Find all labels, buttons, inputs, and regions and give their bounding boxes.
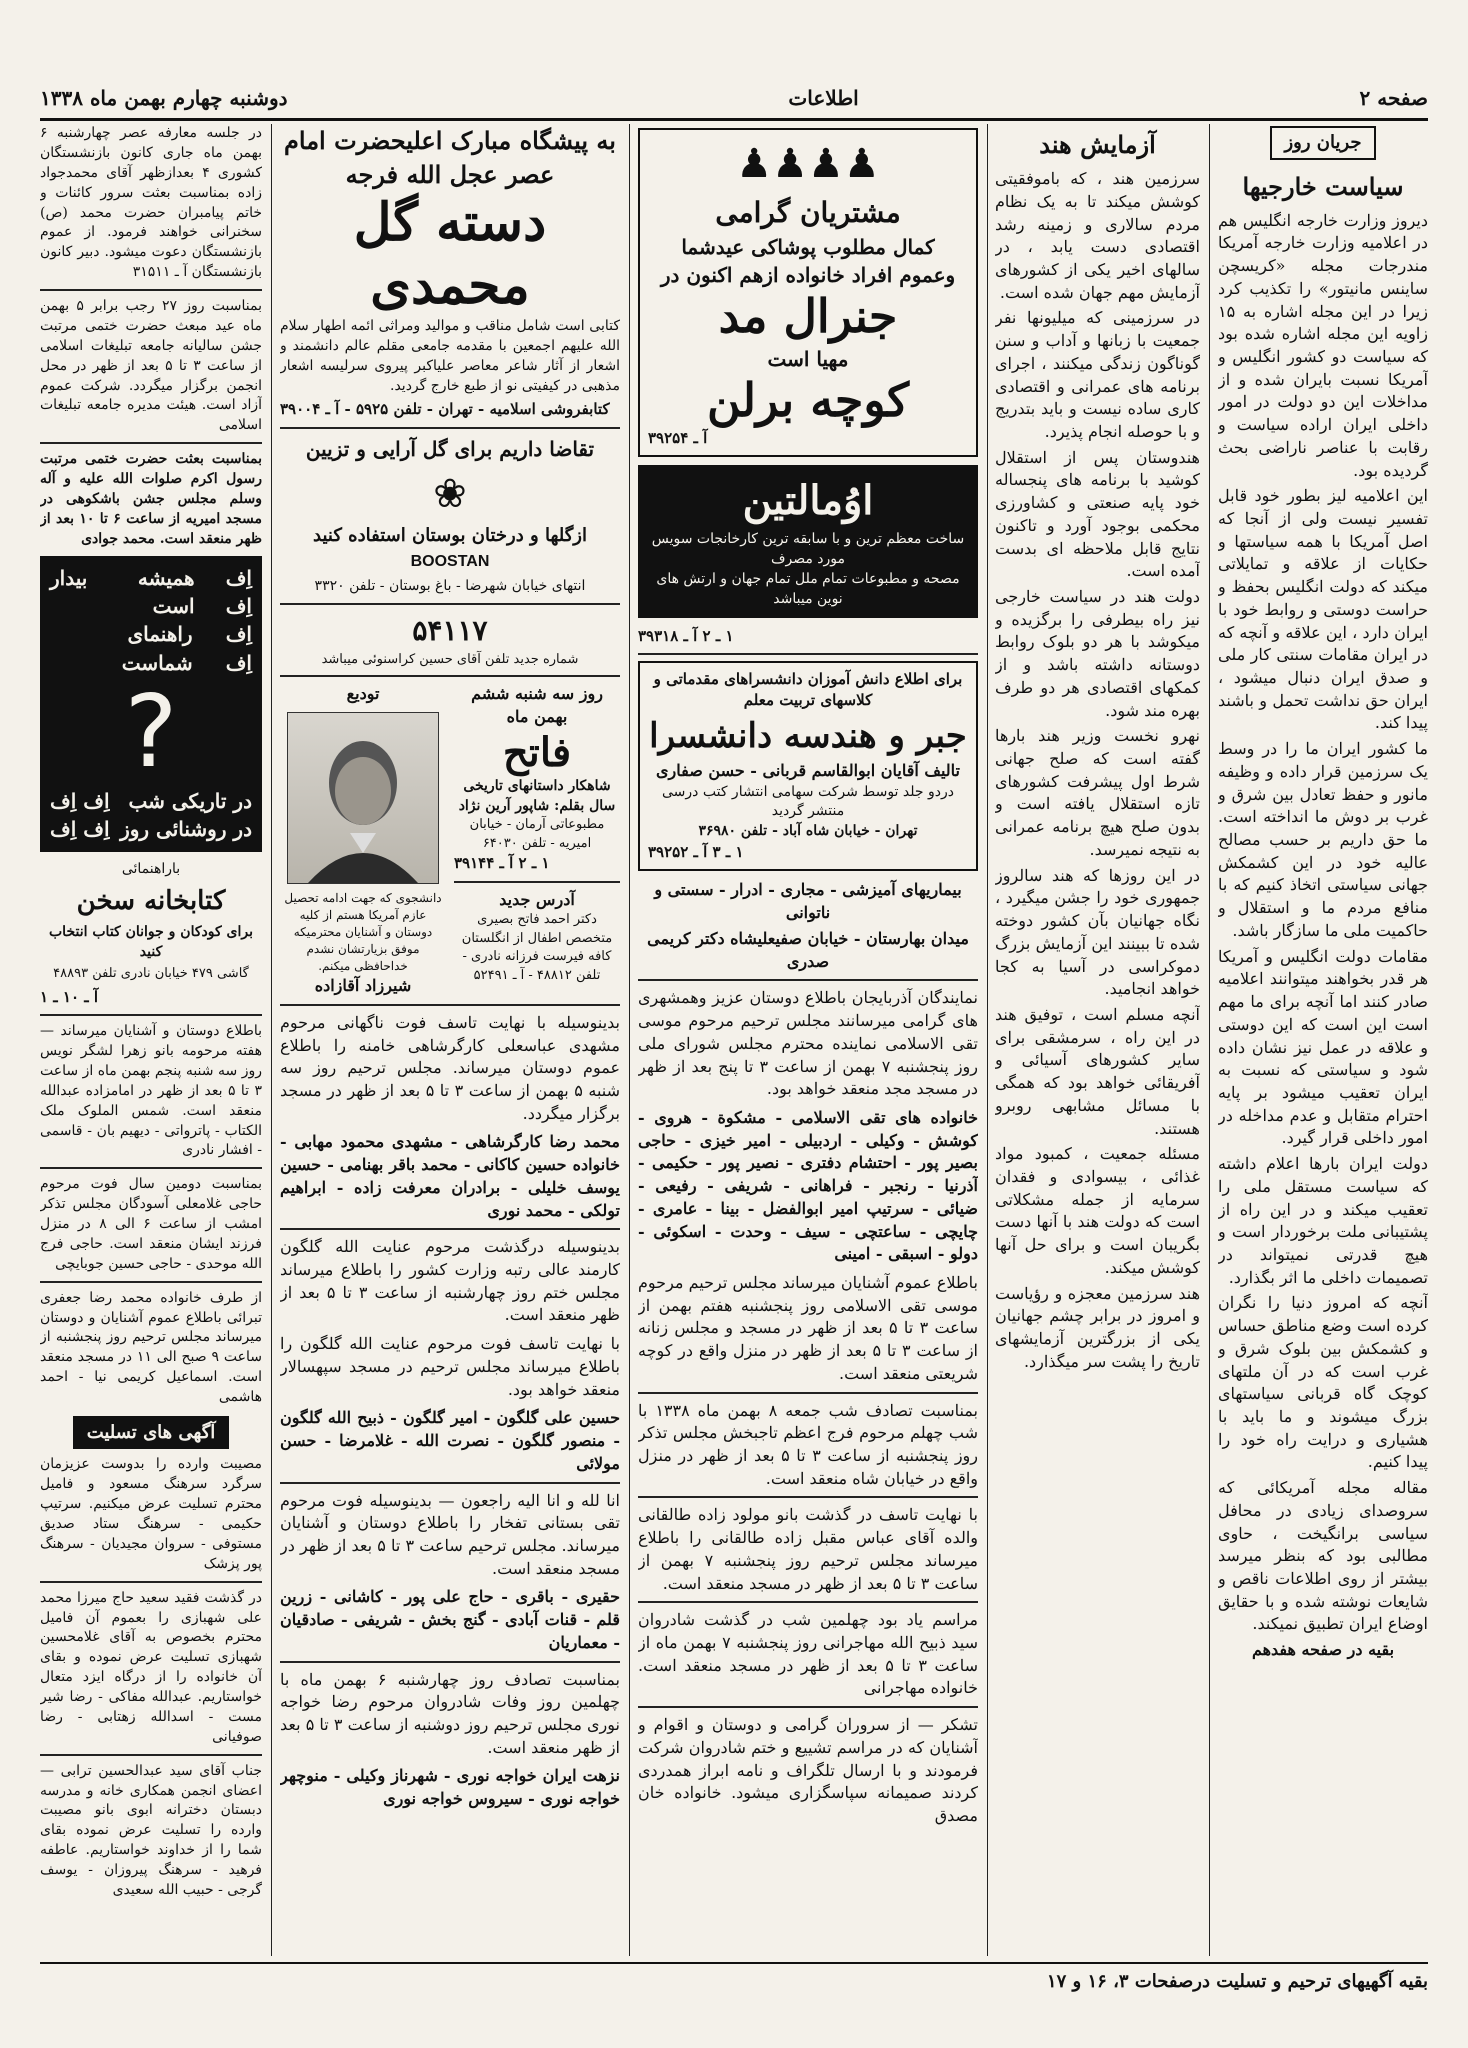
paragraph: آنچه مسلم است ، توفیق هند در این راه ، سرمشقی برای سایر کشورهای آسیائی و آفریقائی خواهد بود که همگی با مسائل مشابهی روبرو هستند. [995,1004,1200,1138]
greeting-line: به پیشگاه مبارک اعلیحضرت امام عصر عجل الله فرجه [284,126,616,190]
notice [40,1289,262,1408]
figures-icon: ♟♟♟♟ [736,141,880,187]
ad-jabr-book [638,661,978,872]
notice-text: باطلاع دوستان و آشنایان میرساند — هفته مرحومه بانو زهرا لشگر نویس روز سه شنبه پنجم بهمن ماه از ساعت ۳ تا ۵ بعد از ظهر در امامزاده عبدالله منعقد است. شمس الملوک ملک الکتاب - پاترواتی - دیهیم بان - قاسمی - افشار نادری [40,1023,262,1159]
ad-code: ۱ ـ ۲ آ ـ ۳۹۱۴۴ [454,854,550,873]
ad-row [280,683,620,998]
notice [280,1236,620,1327]
divider [280,1661,620,1663]
ad-code: کتابفروشی اسلامیه - تهران - تلفن ۵۹۲۵ - آ ـ ۳۹۰۰۴ [280,400,610,419]
page-header [40,78,1428,121]
notice-text: بمناسبت تصادف شب جمعه ۸ بهمن ماه ۱۳۳۸ با شب چهلم مرحوم فرج اعظم تاجبخش مجلس تذکر روز پنجشنبه از ساعت ۳ تا ۵ بعد از ظهر در منزل واقع در خیابان شاه منعقد است. [638,1400,978,1488]
notice [40,450,262,549]
ad-word: اِف اِف [225,565,252,618]
ad-line: انتهای خیابان شهرضا - باغ بوستان - تلفن ۳۳۲۰ [314,578,586,595]
notice [638,1609,978,1700]
footer-note: بقیه آگهیهای ترحیم و تسلیت درصفحات ۳، ۱۶ و ۱۷ [1046,1970,1428,1992]
ad-line: گاشی ۴۷۹ خیابان نادری تلفن ۴۸۸۹۳ [53,966,249,982]
notice [40,1762,262,1901]
divider [638,653,978,655]
ad-line: شماره جدید تلفن آقای حسین کراسنوئی میباشد [321,651,579,667]
divider [40,289,262,291]
ad-line: تهران - خیابان شاه آباد - تلفن ۳۶۹۸۰ [698,823,918,840]
paragraph: دولت هند در سیاست خارجی نیز راه بیطرفی را برگزیده و میکوشد با هر دو بلوک روابط دوستانه داشته باشد و از کمکهای اقتصادی هر دو طرف بهره مند شود. [995,587,1200,720]
ad-line [50,620,252,677]
notice [280,1765,620,1810]
ad-line: کتابی است شامل مناقب و موالید ومراثی ائمه اطهار سلام الله علیهم اجمعین با مقدمه جامعی مقلم عالم دانشمند و اشعار از آثار شاعر معاصر علیاکبر پیروی سرلیسه اشعار مذهبی در کیفیتی نو از طبع خارج گردید. [280,317,620,394]
ad-library [40,860,262,1008]
ad-phone [280,611,620,669]
ad-street: کوچه برلن [707,372,909,427]
divider [280,1482,620,1484]
ad-line: مطبوعاتی آرمان - خیابان امیریه - تلفن ۶۴۰۳۰ [469,817,605,851]
notice [40,297,262,436]
ad-word: اِف اِف [225,622,252,675]
ad-line: تالیف آقایان ابوالقاسم قربانی - حسن صفاری [656,760,960,780]
section-tag: آگهی های تسلیت [73,1416,230,1450]
book-description [280,317,620,421]
ad-word: اِف اِف [50,817,110,842]
notice-text: بمناسبت بعثت حضرت ختمی مرتبت رسول اکرم صلوات الله علیه و آله وسلم مجلس جشن باشکوهی در مسجد امیریه از ساعت ۶ تا ۱۰ بعد از ظهر منعقد است. محمد جوادی [40,451,262,547]
ad-brand: BOOSTAN [410,553,490,571]
notice-text: حسین علی گلگون - امیر گلگون - ذبیح الله گلگون - منصور گلگون - نصرت الله - غلامرضا - حسن مولائی [280,1408,620,1473]
divider [280,603,620,605]
portrait-image [288,713,438,883]
rose-icon: ❀ [433,471,467,518]
notice [40,124,262,283]
notice-text: از طرف خانواده محمد رضا جعفری تبرائی باطلاع عموم آشنایان و دوستان میرساند مجلس ترحیم روز پنجشنبه از ساعت ۹ صبح الی ۱۱ در مسجد منعقد است. اسماعیل کریمی نیا - احمد هاشمی [40,1289,262,1405]
article-title: سیاست خارجیها [1242,171,1404,201]
ad-title: کتابخانه سخن [76,885,226,916]
ad-boostan [280,435,620,597]
ad-line: برای کودکان و جوانان کتاب انتخاب کنید [49,923,253,960]
ad-line: ساخت معظم ترین و با سابقه ترین کارخانجات سویس مورد مصرف [651,531,965,568]
phone-number: ۵۴۱۱۷ [412,614,488,648]
ad-farewell [280,683,446,998]
column-ads-center [638,124,978,1956]
ad-word: اِف اِف [50,789,110,814]
ad-line: برای اطلاع دانش آموزان دانشسراهای مقدماتی و کلاسهای تربیت معلم [653,669,963,710]
ad-line: مصحه و مطبوعات تمام ملل تمام جهان و ارتش های نوین میباشد [656,570,960,607]
paragraph: نهرو نخست وزیر هند بارها گفته است که صلح جهانی شرط اول پیشرفت کشورهای تازه استقلال یافته است و بدون صلح هیچ برنامه عمرانی به نتیجه نمیرسد. [995,726,1200,859]
ad-code: ۱ ـ ۳ آ ـ ۳۹۲۵۲ [648,843,744,862]
notice-text: نمایندگان آذربایجان باطلاع دوستان عزیز وهمشهری های گرامی میرسانند مجلس ترحیم مرحوم موسی تقی الاسلامی نماینده محترم مجلس شورای ملی روز پنجشنبه ۷ بهمن از ساعت ۳ تا پنج بعد از ظهر در مسجد مجد منعقد خواهد بود. [638,988,978,1099]
notice [40,1589,262,1748]
ad-line: مشتریان گرامی [715,195,901,229]
notice-text: محمد رضا کارگرشاهی - مشهدی محمود مهابی - خانواده حسین کاکانی - محمد باقر بهنامی - حسین یوسف خلیلی - برادران معرفت زاده - ابراهیم تولکی - محمد نوری [280,1132,620,1220]
paragraph: آنچه که امروز دنیا را نگران کرده است وضع مناطق حساس و کشمکش بین بلوک شرق و غرب است که در آن ملتهای کوچک گاه قربانی سیاستهای بزرگ میشوند و ما باید با هشیاری و درایت راه خود را پیدا کنیم. [1218,1293,1428,1472]
section-tag: جریان روز [1270,126,1375,160]
ad-word: همیشه بیدار است [50,565,195,618]
ad-line: بیماریهای آمیزشی - مجاری - ادرار - سستی و ناتوانی [654,880,962,923]
notice [280,1131,620,1222]
divider [638,1601,978,1603]
person-name: شیرزاد آقازاده [314,976,412,996]
divider [454,881,620,883]
notice-text: با نهایت تاسف در گذشت بانو مولود زاده طالقانی والده آقای عباس مقبل زاده طالقانی را باطلاع میرساند مجلس ترحیم روز پنجشنبه ۷ بهمن از ساعت ۳ تا ۵ بعد از ظهر در مسجد منعقد است. [638,1505,978,1593]
ad-line: مهیا است [767,346,849,371]
notice-text: بمناسبت تصادف روز چهارشنبه ۶ بهمن ماه با چهلمین روز وفات شادروان مرحوم رضا خواجه نوری مجلس ترحیم روز دوشنبه از ساعت ۳ تا ۵ بعد از ظهر منعقد است. [280,1669,620,1757]
notice-text: با نهایت تاسف فوت مرحوم عنایت الله گلگون را باطلاع میرساند مجلس ترحیم در مسجد سپهسالار منعقد خواهد بود. [280,1334,620,1399]
paragraph: این اعلامیه لیز بطور خود قابل تفسیر نیست ولی از آنجا که اصل آمریکا با همه سیاستها و حکایات از علاقه و تمایلاتی میکند که دولت انگلیس بحفظ و حراست دوستی و روابط خود با ایران دارد ، این علاقه و آنچه که در ایران مقامات سنتی کار ملی و صدق ایران دنبال میشود ، ایران حق نداشت تحمل و باشند پیدا کند. [1218,486,1428,733]
column-divider [271,124,272,1956]
divider [40,1014,262,1016]
ad-word: در روشنائی روز [120,817,252,842]
column-foreign-policy [1218,124,1428,1956]
ad-line: باراهنمائی [121,860,181,877]
divider [638,1496,978,1498]
ad-line: تقاضا داریم برای گل آرایی و تزیین [305,436,595,461]
notice-text: نزهت ایران خواجه نوری - شهرناز وکیلی - منوچهر خواجه نوری - سیروس خواجه نوری [280,1766,620,1809]
paragraph: سرزمین هند ، که باموفقیتی کوشش میکند تا به یک نظام مردم سالاری و زمینه رشد اقتصادی دست یابد ، در سالهای اخیر یکی از کشورهای آزمایش مهم جهان شده است. [995,169,1200,302]
notice-text: تشکر — از سروران گرامی و دوستان و اقوام و آشنایان که در مراسم تشییع و ختم شادروان شرکت فرمودند و با ارسال تلگراف و نامه ابراز همدردی کردند صمیمانه سپاسگزاری میشود. خانواده خان مصدق [638,1715,978,1826]
article-body [995,168,1200,1373]
ad-line: دکتر احمد فاتح بصیری متخصص اطفال از انگلستان کافه فیرست فرزانه نادری - تلفن ۴۸۸۱۲ - آ ـ ۵۲۴۹۱ [461,912,613,983]
ad-line: وعموم افراد خانواده ازهم اکنون در [660,262,956,287]
notice [40,1455,262,1574]
ad-code: آ ـ ۱۰ ـ ۱ [40,987,99,1006]
column-ads-left-center [280,124,620,1956]
notice [280,1586,620,1654]
notice-text: در جلسه معارفه عصر چهارشنبه ۶ بهمن ماه جاری کانون بازنشستگان کشوری ۴ بعدازظهر آقای محمدجواد زاده بمناسبت بعثت سرور کائنات و خاتم پیامبران حضرت محمد (ص) سخنرانی خواهند فرمود. از عموم بازنشستگان دعوت میشود. دبیر کانون بازنشستگان آ ـ ۳۱۵۱۱ [40,125,262,281]
divider [40,1167,262,1169]
notice [280,1333,620,1401]
ad-line: آدرس جدید [499,889,575,909]
paragraph: هند سرزمین معجزه و رؤیاست و امروز در برابر چشم جهانیان یکی از بزرگترین آزمایشهای تاریخ را پشت سر میگذارد. [995,1283,1200,1371]
notice [280,1490,620,1581]
divider [280,1228,620,1230]
ad-line [50,815,252,843]
page-footer [40,1962,1428,1998]
ad-line: شاهکار داستانهای تاریخی سال بقلم: شاپور آرین نژاد [458,777,616,814]
question-mark-icon: ? [124,673,178,791]
paragraph: ما کشور ایران ما را در وسط یک سرزمین قرار داده و وظیفه مانور و حفظ تعادل بین شرق و غرب بر دوش ما انداخته است. ما حق داریم بر حسب مصالح عالیه خود در این کشمکش جهانی سیاستی اتخاذ کنیم که با منافع مردم ما و استقلال و حاکمیت ملی ما سازگار باشد. [1218,739,1428,940]
notice [638,1400,978,1491]
notice [280,1012,620,1126]
divider [280,675,620,677]
column-divider [1209,124,1210,1956]
newspaper-name: اطلاعات [788,86,859,110]
divider [40,1581,262,1583]
ad-line: دردو جلد توسط شرکت سهامی انتشار کتب درسی منتشر گردید [662,783,954,820]
paragraph: دولت ایران بارها اعلام داشته که سیاست مستقل ملی را تعقیب میکند و در این راه از پشتیبانی ملت برخوردار است و هیچ قدرتی نمیتواند در تصمیمات داخلی ما اثر بگذارد. [1218,1154,1428,1287]
article-title: آزمایش هند [1039,130,1156,159]
notice [638,1504,978,1595]
notice [40,1175,262,1274]
ad-brand: جنرال مد [718,289,898,344]
ad-word: در تاریکی شب [128,789,252,814]
ad-word: راهنمای شماست [121,622,193,675]
ad-clinic [638,879,978,973]
column-divider [629,124,630,1956]
divider [638,1392,978,1394]
ad-fateh [454,683,620,998]
divider [280,1004,620,1006]
notice-text: بمناسبت روز ۲۷ رجب برابر ۵ بهمن ماه عید مبعث حضرت ختمی مرتبت جشن سالیانه جامعه تبلیغات اسلامی از ساعت ۳ تا ۵ بعد از ظهر در محل انجمن برگزار میگردد. شرکت عموم آزاد است. هیئت مدیره جامعه تبلیغات اسلامی [40,298,262,434]
notice-text: حقیری - باقری - حاج علی پور - کاشانی - زرین قلم - قنات آبادی - گنج بخش - شریفی - صادقیان - معماریان [280,1587,620,1652]
notice [280,1669,620,1760]
paragraph: در سرزمینی که میلیونها نفر جمعیت با زبانها و آداب و سنن گوناگون زندگی میکنند ، اجرای برنامه های عمرانی و اقتصادی کاری ساده نیست و باید بتدریج و با حوصله انجام پذیرد. [995,308,1200,441]
divider [280,427,620,429]
divider [40,1754,262,1756]
notice [638,1714,978,1828]
ad-ef-ef [40,556,262,852]
ad-line [50,564,252,621]
paragraph: مقاله مجله آمریکائی که سروصدای زیادی در محافل سیاسی برانگیخت ، حاوی مطالبی بود که بنظر میرسد بیشتر از روی اطلاعات ناقص و شایعات نوشته شده و با حقایق اوضاع ایران تطبیق نمیکند. [1218,1478,1428,1634]
divider [40,1281,262,1283]
issue-date: دوشنبه چهارم بهمن ماه ۱۳۳۸ [40,86,288,110]
ad-line: میدان بهارستان - خیابان صفیعلیشاه دکتر کریمی صدری [647,928,969,971]
notice-text: بدینوسیله درگذشت مرحوم عنایت الله گلگون کارمند عالی رتبه وزارت کشور را باطلاع میرساند مجلس ختم روز چهارشنبه از ساعت ۳ تا ۵ بعد از ظهر منعقد است. [280,1237,620,1325]
portrait-photo [287,712,439,884]
notice-text: مراسم یاد بود چهلمین شب در گذشت شادروان سید ذبیح الله مهاجرانی روز پنجشنبه ۷ بهمن ماه از ساعت ۳ تا ۵ بعد از ظهر در مسجد منعقد است. خانواده مهاجرانی [638,1610,978,1698]
paragraph: مقامات دولت انگلیس و آمریکا هر قدر بخواهند میتوانند اعلامیه صادر کنند اما آنچه برای ما مهم است این است که این دوستی و علاقه در عمل نیز نشان داده شود و سیاستی که نسبت به ایران تعقیب میشود بر پایه احترام متقابل و عدم مداخله در امور داخلی قرار گیرد. [1218,946,1428,1148]
photo-caption: دانشجوی که جهت ادامه تحصیل عازم آمریکا هستم از کلیه دوستان و آشنایان محترمیکه موفق بزیارتشان نشدم خداحافظی میکنم. [284,890,442,974]
notice-text: جناب آقای سید عبدالحسین ترابی — اعضای انجمن همکاری خانه و مدرسه دبستان دخترانه ابوی بانو مصیبت وارده را تسلیت عرض نموده بقای شما را از خداوند خواستاریم. عاطفه فرهید - سرهنگ پیروزان - یوسف گرجی - حبیب الله سعیدی [40,1762,262,1898]
paragraph: دیروز وزارت خارجه انگلیس هم در اعلامیه وزارت خارجه آمریکا مندرجات مجله «کریسچن ساینس مانیتور» را تکذیب کرد زیرا در این مجله اشاره به ۱۵ زاویه این مجله اشاره شده بود که سیاست دو کشور انگلیس و آمریکا نسبت بایران شده و از مداخلات این دو دولت در امور داخلی ایران اراده سیاست و رقابت با عناصر ناراضی بحث گردیده بود. [1218,210,1428,480]
paragraph: هندوستان پس از استقلال کوشید با برنامه های پنجساله خود پایه صنعتی و کشاورزی محکمی بوجود آورد و تاکنون نتایج قابل ملاحظه ای بدست آمده است. [995,447,1200,581]
ad-brand: اوُمالتین [742,477,874,525]
ad-title: جبر و هندسه دانشسرا [649,715,967,756]
ad-line: کمال مطلوب پوشاکی عیدشما [681,234,935,259]
notice-text: بدینوسیله با نهایت تاسف فوت ناگهانی مرحوم مشهدی عباسعلی کارگرشاهی خامنه را باطلاع عموم دوستان میرساند. مجلس ترحیم روز سه شنبه ۵ بهمن از ساعت ۳ تا ۵ بعد از ظهر در مسجد برگزار میگردد. [280,1012,620,1123]
ad-code: آ ـ ۳۹۲۵۴ [648,429,708,448]
continuation-note: بقیه در صفحه هفدهم [1251,1640,1395,1660]
notice [638,1272,978,1386]
notice-text: بمناسبت دومین سال فوت مرحوم حاجی غلامعلی آسودگان مجلس تذکر امشب از ساعت ۶ الی ۸ در منزل فرزند ایشان منعقد است. حاجی فرج الله موحدی - حاجی حسین جوبایچی [40,1176,262,1272]
ad-line: روز سه شنبه ششم بهمن ماه [471,684,603,726]
column-india [995,124,1200,1956]
divider [638,1706,978,1708]
notice-text: مصیبت وارده را بدوست عزیزمان سرگرد سرهنگ مسعود و فامیل محترم تسلیت عرض میکنیم. سرتیپ حکیمی - سرهنگ ستاد صدیق مستوفی - سروان مجیدیان - سرهنگ پور پزشک [40,1456,262,1572]
divider [40,442,262,444]
notice [40,1022,262,1161]
ad-line: تودیع [346,684,380,704]
ad-title: فاتح [502,728,572,776]
notice-text: در گذشت فقید سعید حاج میرزا محمد علی شهبازی را بعموم آن فامیل محترم بخصوص به آقای غلامحسین شهبازی تسلیت عرض نموده و بقای آن خانواده را از درگاه ایزد متعال خواستاریم. عبدالله مفاکی - رضا شیر مست - اسدالله زهتابی - رضا صوفیانی [40,1589,262,1745]
notice-text: خانواده های تقی الاسلامی - مشکوة - هروی - کوشش - وکیلی - اردبیلی - امیر خیزی - حاجی بصیر پور - احتشام دفتری - نصیر پور - حکیمی - آذرنیا - رنجبر - فراهانی - شریفی - رفیعی - ضیائی - سرتیپ امیر ابوالفضل - بینا - عامری - چایچی - ساعتچی - سیف - وحدت - اسکوئی - دولو - اسبقی - امینی [638,1107,978,1264]
ad-code: ۱ ـ ۲ آ ـ ۳۹۳۱۸ [638,626,734,645]
notice [280,1407,620,1475]
notice-text: باطلاع عموم آشنایان میرساند مجلس ترحیم مرحوم موسی تقی الاسلامی روز پنجشنبه هفتم بهمن از ساعت ۳ تا ۵ بعد از ظهر در مسجد و مجلس زنانه از ساعت ۳ تا ۵ بعد از ظهر در منزل واقع در کوچه شریعتی منعقد است. [638,1272,978,1383]
ad-row [280,611,620,669]
paragraph: در این روزها که هند سالروز جمهوری خود را جشن میگیرد ، نگاه جهانیان بآن کشور دوخته شده تا ببینند این آزمایش بزرگ دموکراسی در آسیا به کجا خواهد انجامید. [995,865,1200,999]
divider [638,979,978,981]
notice-text: انا لله و انا الیه راجعون — بدینوسیله فوت مرحوم تقی بستانی تفخار را باطلاع دوستان و آشنایان میرساند. مجلس ترحیم ساعت ۳ تا ۵ بعد از ظهر در مسجد منعقد است. [280,1490,620,1578]
notice [638,987,978,1101]
book-title: دسته گل محمدی [353,192,547,316]
page-number: صفحه ۲ [1359,86,1428,110]
column-notices-left [40,124,262,1956]
ad-line: ازگلها و درختان بوستان استفاده کنید [313,524,587,546]
ad-line [50,787,252,815]
article-body [1218,210,1428,1662]
ad-omaltin [638,465,978,617]
ad-general-mod [638,128,978,457]
column-divider [987,124,988,1956]
notice [638,1107,978,1266]
paragraph: مسئله جمعیت ، کمبود مواد غذائی ، بیسوادی و فقدان سرمایه از جمله مشکلاتی است که دولت هند با آنها دست بگریبان است و برای حل آنها کوشش میکند. [995,1144,1200,1277]
